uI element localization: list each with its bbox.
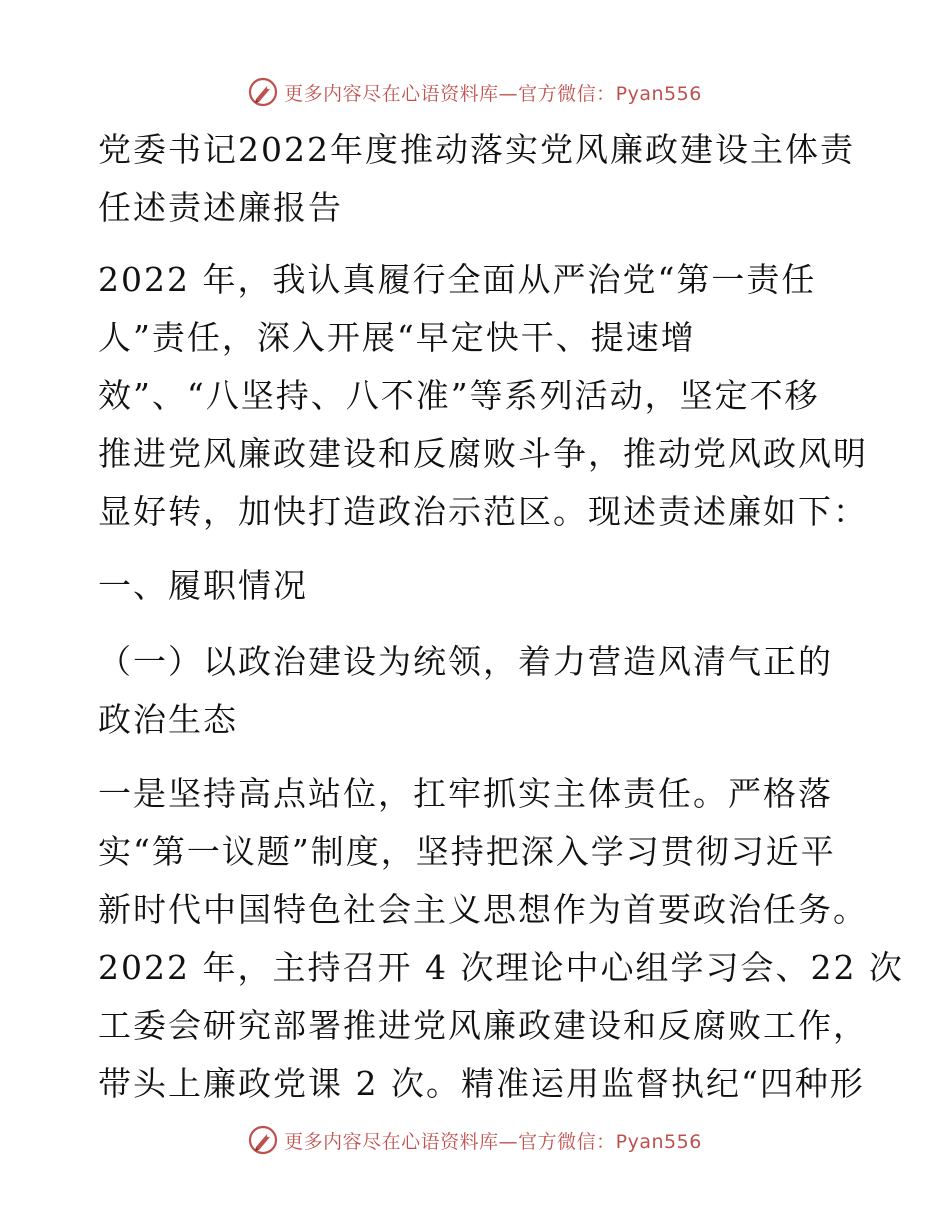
watermark-text: 更多内容尽在心语资料库—官方微信：Pyan556 (284, 1130, 702, 1153)
document-title-line-2: 任述责述廉报告 (98, 188, 343, 227)
body-line: 工委会研究部署推进党风廉政建设和反腐败工作， (98, 1006, 868, 1045)
document-title-line-1: 党委书记2022年度推动落实党风廉政建设主体责 (98, 130, 855, 169)
body-line: 新时代中国特色社会主义思想作为首要政治任务。 (98, 890, 868, 929)
footer-watermark (0, 1120, 950, 1160)
pen-logo-icon (248, 1125, 278, 1155)
pen-logo-icon (248, 77, 278, 107)
intro-line: 人”责任，深入开展“早定快干、提速增 (98, 318, 696, 357)
body-line: 实“第一议题”制度，坚持把深入学习贯彻习近平 (98, 832, 836, 871)
section-heading: 一、履职情况 (98, 566, 308, 605)
intro-line: 显好转，加快打造政治示范区。现述责述廉如下： (98, 492, 868, 531)
subsection-heading-line-2: 政治生态 (98, 700, 238, 739)
watermark-text: 更多内容尽在心语资料库—官方微信：Pyan556 (284, 82, 702, 105)
body-line: 2022 年，主持召开 4 次理论中心组学习会、22 次 (98, 948, 904, 987)
subsection-heading-line-1: （一）以政治建设为统领，着力营造风清气正的 (98, 642, 833, 681)
body-line: 带头上廉政党课 2 次。精准运用监督执纪“四种形 (98, 1064, 865, 1103)
intro-line: 2022 年，我认真履行全面从严治党“第一责任 (98, 260, 817, 299)
intro-line: 效”、“八坚持、八不准”等系列活动，坚定不移 (98, 376, 820, 415)
body-line: 一是坚持高点站位，扛牢抓实主体责任。严格落 (98, 774, 833, 813)
header-watermark (0, 72, 950, 112)
intro-line: 推进党风廉政建设和反腐败斗争，推动党风政风明 (98, 434, 868, 473)
